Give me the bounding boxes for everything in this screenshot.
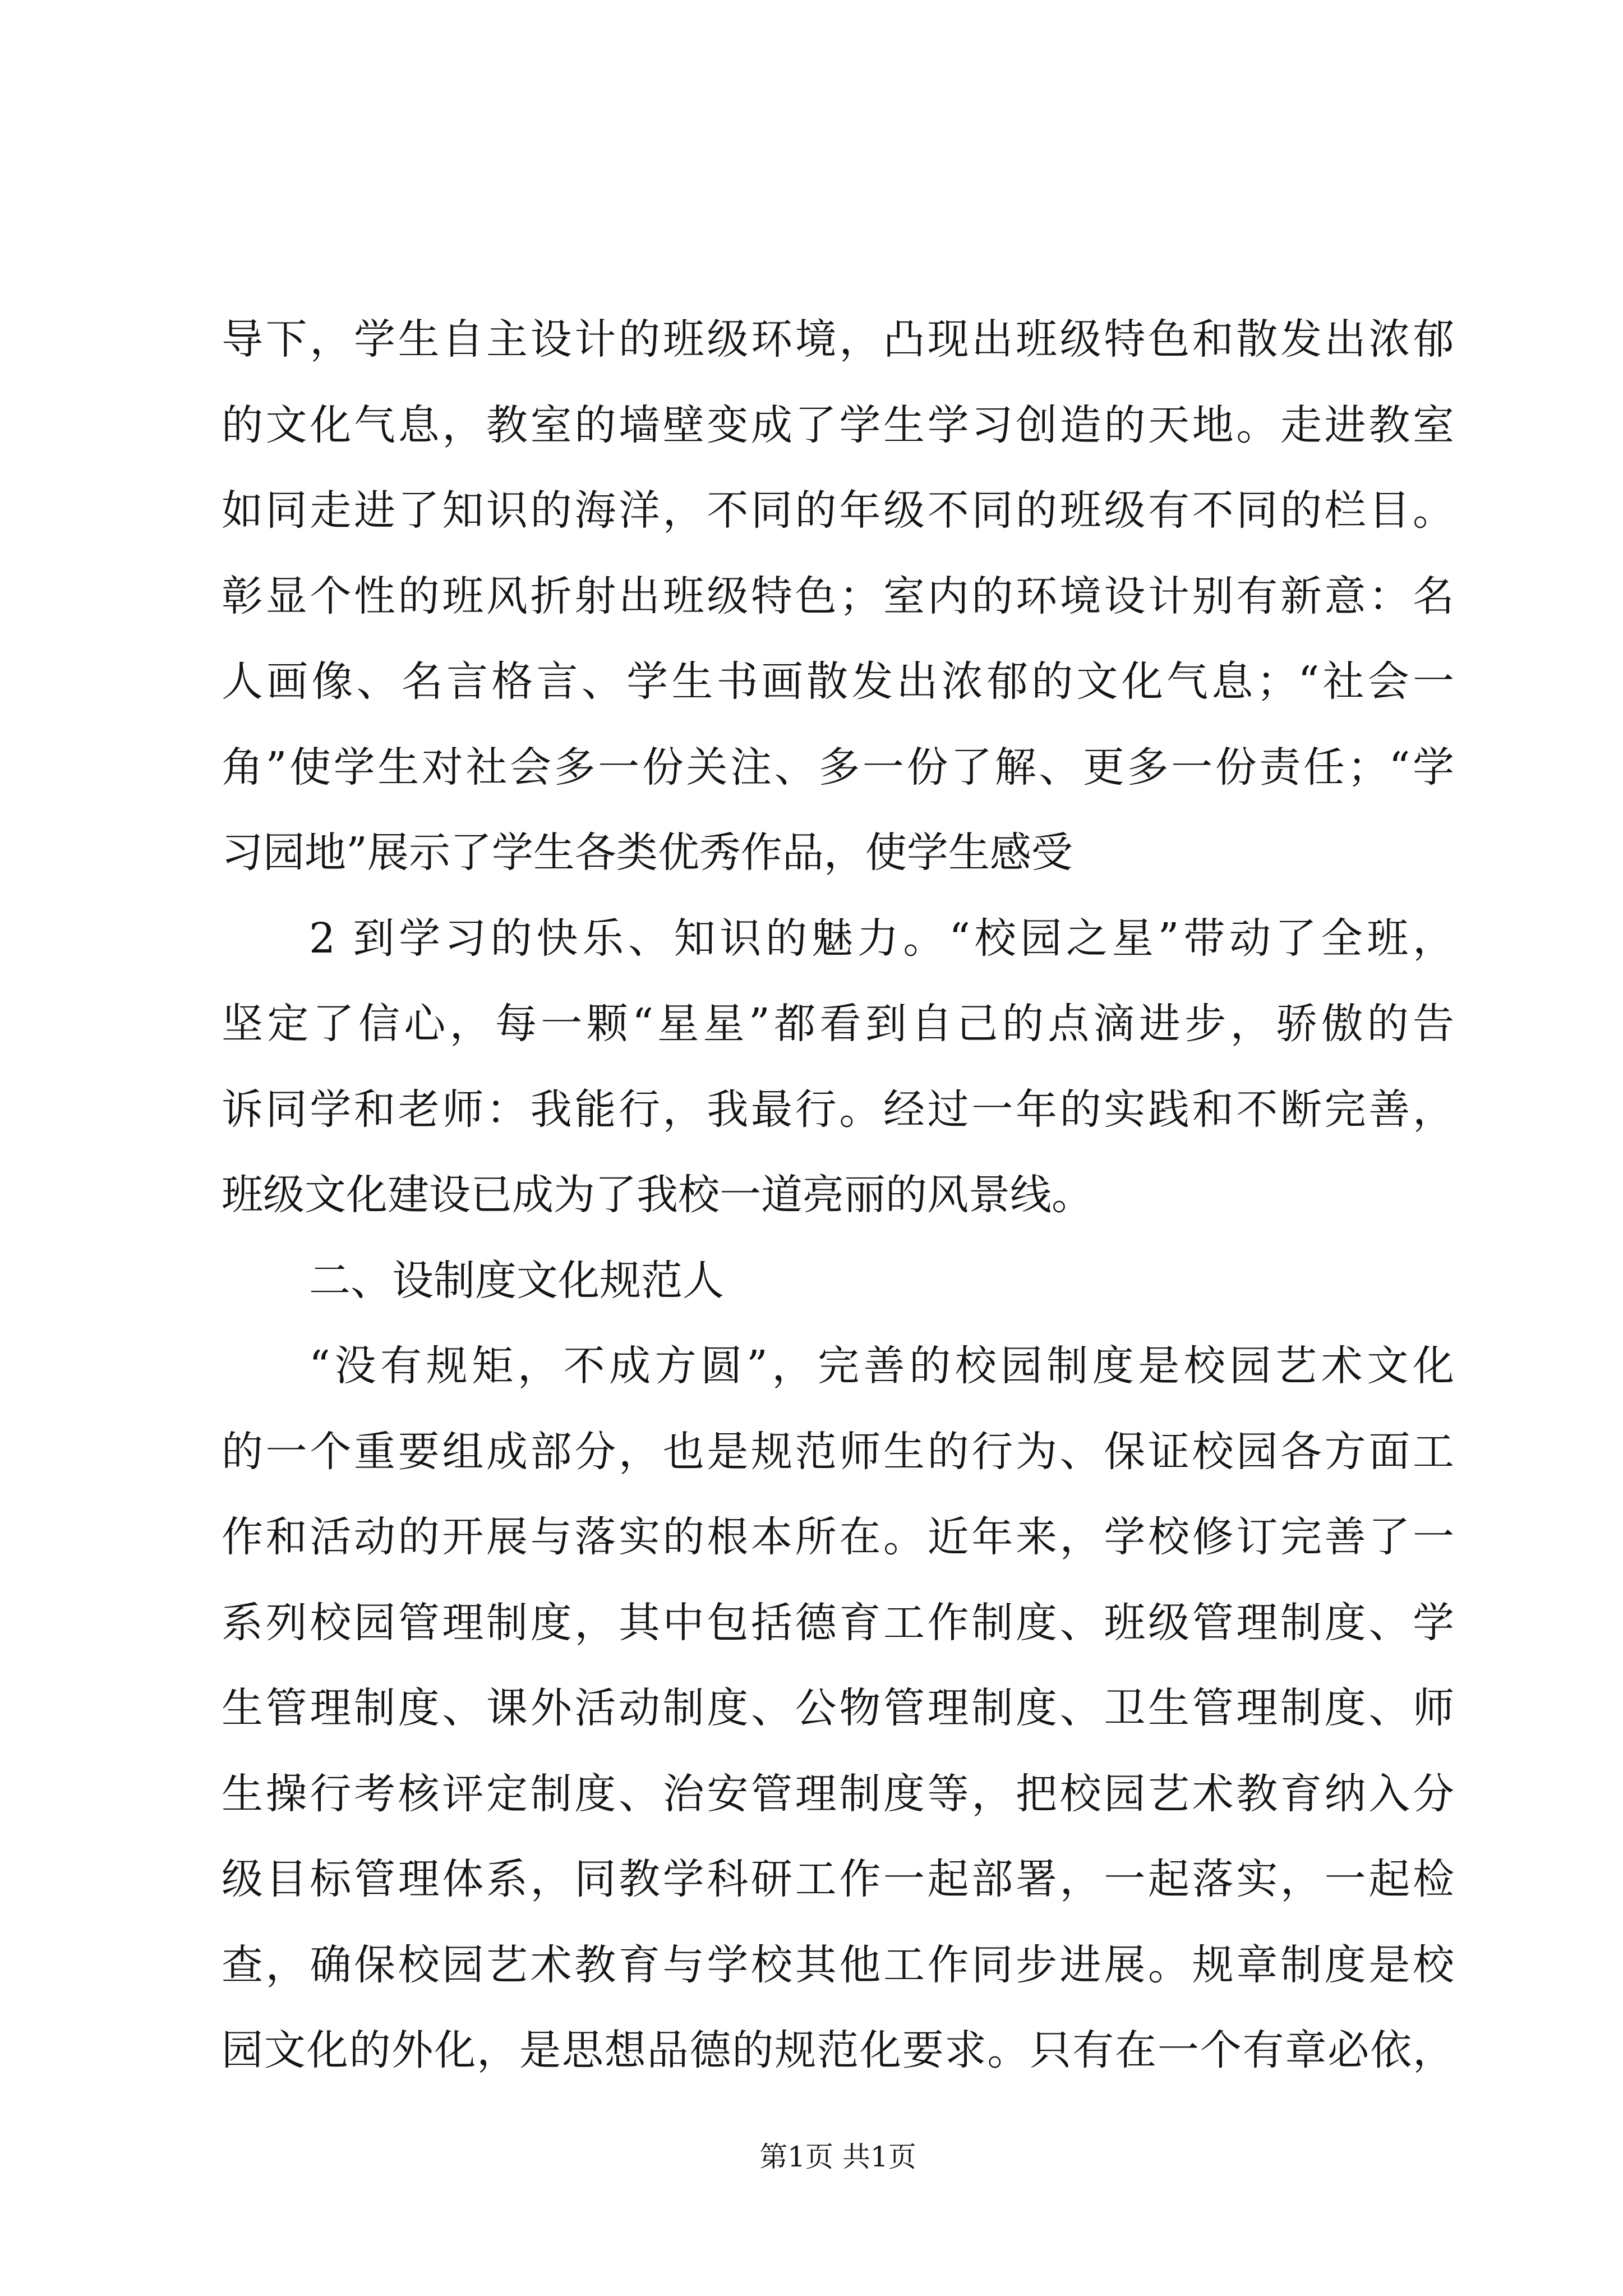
document-body: [222, 297, 1454, 2093]
section-heading: [222, 1238, 1454, 1324]
text-line: 的文化气息，教室的墙壁变成了学生学习创造的天地。走进教室: [222, 401, 1454, 449]
text-line: “没有规矩，不成方圆”，完善的校园制度是校园艺术文化: [309, 1342, 1454, 1390]
paragraph-institution-culture: [222, 1323, 1454, 2093]
text-line: 诉同学和老师：我能行，我最行。经过一年的实践和不断完善，: [222, 1085, 1454, 1134]
paragraph-class-environment: [222, 297, 1454, 896]
text-line: 生操行考核评定制度、治安管理制度等，把校园艺术教育纳入分: [222, 1769, 1454, 1818]
text-line: 角”使学生对社会多一份关注、多一份了解、更多一份责任；“学: [222, 743, 1454, 792]
text-line: 人画像、名言格言、学生书画散发出浓郁的文化气息；“社会一: [222, 657, 1454, 706]
text-line: 彰显个性的班风折射出班级特色；室内的环境设计别有新意：名: [222, 572, 1454, 620]
text-line: 班级文化建设已成为了我校一道亮丽的风景线。: [222, 1171, 1093, 1219]
text-line: 系列校园管理制度，其中包括德育工作制度、班级管理制度、学: [222, 1598, 1454, 1647]
text-line: 查，确保校园艺术教育与学校其他工作同步进展。规章制度是校: [222, 1940, 1454, 1989]
text-line: 园文化的外化，是思想品德的规范化要求。只有在一个有章必依，: [222, 2026, 1454, 2074]
text-line: 的一个重要组成部分，也是规范师生的行为、保证校园各方面工: [222, 1427, 1454, 1476]
text-line: 生管理制度、课外活动制度、公物管理制度、卫生管理制度、师: [222, 1684, 1454, 1732]
paragraph-campus-star: [222, 896, 1454, 1238]
page-footer: 第1页 共1页: [759, 2141, 916, 2173]
text-line: 如同走进了知识的海洋，不同的年级不同的班级有不同的栏目。: [222, 486, 1454, 535]
text-line: 习园地”展示了学生各类优秀作品，使学生感受: [222, 829, 1073, 877]
section-heading-text: 二、设制度文化规范人: [309, 1256, 724, 1305]
text-line: 坚定了信心，每一颗“星星”都看到自己的点滴进步，骄傲的告: [222, 1000, 1454, 1048]
text-line: 导下，学生自主设计的班级环境，凸现出班级特色和散发出浓郁: [222, 315, 1454, 364]
text-line: 级目标管理体系，同教学科研工作一起部署，一起落实，一起检: [222, 1855, 1454, 1903]
text-line: 作和活动的开展与落实的根本所在。近年来，学校修订完善了一: [222, 1513, 1454, 1561]
text-line: 2 到学习的快乐、知识的魅力。“校园之星”带动了全班，: [309, 914, 1454, 963]
